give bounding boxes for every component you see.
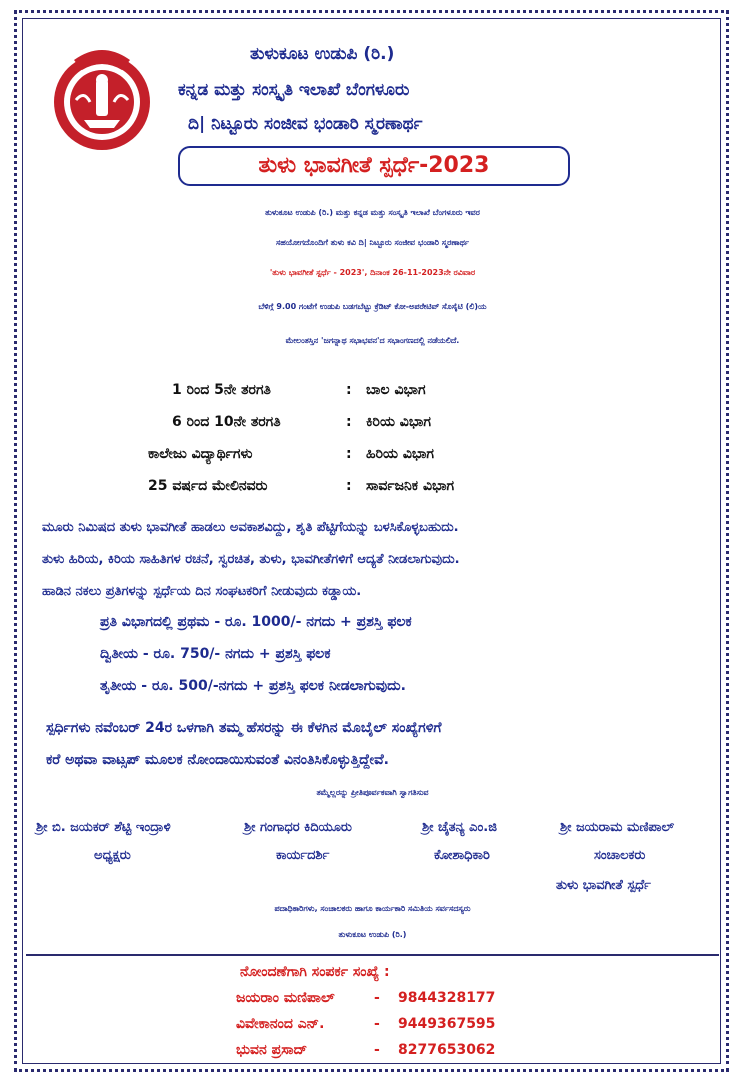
rule-line-2: ತುಳು ಹಿರಿಯ, ಕಿರಿಯ ಸಾಹಿತಿಗಳ ರಚನೆ, ಸ್ವರಚಿತ, ತುಳು, ಭಾವಗೀತೆಗಳಿಗೆ ಆದ್ಯತೆ ನೀಡಲಾಗುವುದು. [42,552,460,567]
category-division: ಹಿರಿಯ ವಿಭಾಗ [366,446,434,462]
header-org-line: ತುಳುಕೂಟ ಉಡುಪಿ (ರಿ.) [250,44,395,64]
intro-line-5: ಮೇಲಂತಸ್ತಿನ 'ಜಗನ್ನಾಥ ಸಭಾಭವನ'ದ ಸಭಾಂಗಣದಲ್ಲಿ ನಡೆಯಲಿದೆ. [285,336,460,345]
category-division: ಬಾಲ ವಿಭಾಗ [366,382,426,398]
rule-line-1: ಮೂರು ನಿಮಿಷದ ತುಳು ಭಾವಗೀತೆ ಹಾಡಲು ಅವಕಾಶವಿದ್ದು, ಶೃತಿ ಪೆಟ್ಟಿಗೆಯನ್ನು ಬಳಸಿಕೊಳ್ಳಬಹುದು. [42,520,459,535]
tulukoota-emblem-icon [44,40,160,156]
footer-divider [26,954,719,956]
signatory-name: ಶ್ರೀ ಗಂಗಾಧರ ಕಿದಿಯೂರು [244,820,352,835]
category-who: 6 ರಿಂದ 10ನೇ ತರಗತಿ [172,414,281,430]
contact-sep: - [374,1016,380,1032]
registration-line-2: ಕರೆ ಅಥವಾ ವಾಟ್ಸಪ್ ಮೂಲಕ ನೋಂದಾಯಿಸುವಂತೆ ವಿನಂತಿಸಿಕೊಳ್ಳುತ್ತಿದ್ದೇವೆ. [46,752,389,768]
page-title: ತುಳು ಭಾವಗೀತೆ ಸ್ಪರ್ಧೆ-2023 [258,153,490,178]
category-sep: : [346,382,352,398]
prize-second: ದ್ವಿತೀಯ - ರೂ. 750/- ನಗದು + ಪ್ರಶಸ್ತಿ ಫಲಕ [100,646,331,662]
category-division: ಸಾರ್ವಜನಿಕ ವಿಭಾಗ [366,478,455,494]
contact-phone: 9449367595 [398,1016,496,1032]
rule-line-3: ಹಾಡಿನ ನಕಲು ಪ್ರತಿಗಳನ್ನು ಸ್ಪರ್ಧೆಯ ದಿನ ಸಂಘಟಕರಿಗೆ ನೀಡುವುದು ಕಡ್ಡಾಯ. [42,584,362,599]
intro-date-line: 'ತುಳು ಭಾವಗೀತೆ ಸ್ಪರ್ಧೆ - 2023', ದಿನಾಂಕ 26-11-2023ನೇ ರವಿವಾರ [269,268,476,277]
category-who: 25 ವರ್ಷದ ಮೇಲಿನವರು [148,478,268,494]
welcome-line: ತಮ್ಮೆಲ್ಲರನ್ನು ಪ್ರೀತಿಪೂರ್ವಕವಾಗಿ ಸ್ವಾಗತಿಸುವ [316,788,429,797]
category-who: 1 ರಿಂದ 5ನೇ ತರಗತಿ [172,382,271,398]
header-department-line: ಕನ್ನಡ ಮತ್ತು ಸಂಸ್ಕೃತಿ ಇಲಾಖೆ ಬೆಂಗಳೂರು [178,80,410,100]
contact-sep: - [374,1042,380,1058]
intro-line-2: ಸಹಯೋಗದೊಂದಿಗೆ ತುಳು ಕವಿ ದಿ| ನಿಟ್ಟೂರು ಸಂಜೀವ ಭಂಡಾರಿ ಸ್ಮರಣಾರ್ಥ [275,238,470,247]
signatory-role: ಕಾರ್ಯದರ್ಶಿ [276,848,330,863]
contact-heading: ನೋಂದಣೆಗಾಗಿ ಸಂಪರ್ಕ ಸಂಖ್ಯೆ : [240,964,390,980]
category-who: ಕಾಲೇಜು ವಿದ್ಯಾರ್ಥಿಗಳು [148,446,253,462]
contact-name: ಭುವನ ಪ್ರಸಾದ್ [236,1042,308,1058]
registration-line-1: ಸ್ಪರ್ಧಿಗಳು ನವೆಂಬರ್ 24ರ ಒಳಗಾಗಿ ತಮ್ಮ ಹೆಸರನ್ನು ಈ ಕೆಳಗಿನ ಮೊಬೈಲ್ ಸಂಖ್ಯೆಗಳಿಗೆ [46,720,442,736]
category-division: ಕಿರಿಯ ವಿಭಾಗ [366,414,431,430]
contact-name: ವಿವೇಕಾನಂದ ಎನ್. [236,1016,325,1032]
signatory-role: ಕೋಶಾಧಿಕಾರಿ [434,848,490,863]
signatory-name: ಶ್ರೀ ಜಯರಾಮ ಮಣಿಪಾಲ್ [560,820,675,835]
prize-first: ಪ್ರತಿ ವಿಭಾಗದಲ್ಲಿ ಪ್ರಥಮ - ರೂ. 1000/- ನಗದು + ಪ್ರಶಸ್ತಿ ಫಲಕ [100,614,412,630]
header-memorial-line: ದಿ| ನಿಟ್ಟೂರು ಸಂಜೀವ ಭಂಡಾರಿ ಸ್ಮರಣಾರ್ಥ [188,114,423,134]
footer-org-line: ತುಳುಕೂಟ ಉಡುಪಿ (ರಿ.) [338,930,407,939]
category-sep: : [346,446,352,462]
category-sep: : [346,414,352,430]
intro-line-4: ಬೆಳಿಗ್ಗೆ 9.00 ಗಂಟೆಗೆ ಉಡುಪಿ ಬಡಗಬೆಟ್ಟು ಕ್ರೆಡಿಟ್ ಕೋ-ಅಪರೇಟಿವ್ ಸೊಸೈಟಿ (ಲಿ)ಯ [258,302,487,311]
signatory-name: ಶ್ರೀ ಚೈತನ್ಯ ಎಂ.ಜಿ [422,820,497,835]
contact-phone: 9844328177 [398,990,496,1006]
members-line: ಪದಾಧಿಕಾರಿಗಳು, ಸಂಚಾಲಕರು ಹಾಗೂ ಕಾರ್ಯಕಾರಿ ಸಮಿತಿಯ ಸರ್ವಸದಸ್ಯರು [274,904,471,913]
contact-phone: 8277653062 [398,1042,496,1058]
signatory-role: ಅಧ್ಯಕ್ಷರು [94,848,131,863]
prize-third: ತೃತೀಯ - ರೂ. 500/-ನಗದು + ಪ್ರಶಸ್ತಿ ಫಲಕ ನೀಡಲಾಗುವುದು. [100,678,406,694]
committee-line: ತುಳು ಭಾವಗೀತೆ ಸ್ಪರ್ಧೆ [556,878,651,893]
contact-sep: - [374,990,380,1006]
signatory-name: ಶ್ರೀ ಬಿ. ಜಯಕರ್ ಶೆಟ್ಟಿ ಇಂದ್ರಾಳಿ [36,820,171,835]
signatory-role: ಸಂಚಾಲಕರು [594,848,646,863]
contact-name: ಜಯರಾಂ ಮಣಿಪಾಲ್ [236,990,335,1006]
intro-line-1: ತುಳುಕೂಟ ಉಡುಪಿ (ರಿ.) ಮತ್ತು ಕನ್ನಡ ಮತ್ತು ಸಂಸ್ಕೃತಿ ಇಲಾಖೆ ಬೆಂಗಳೂರು ಇವರ [265,208,480,217]
category-sep: : [346,478,352,494]
